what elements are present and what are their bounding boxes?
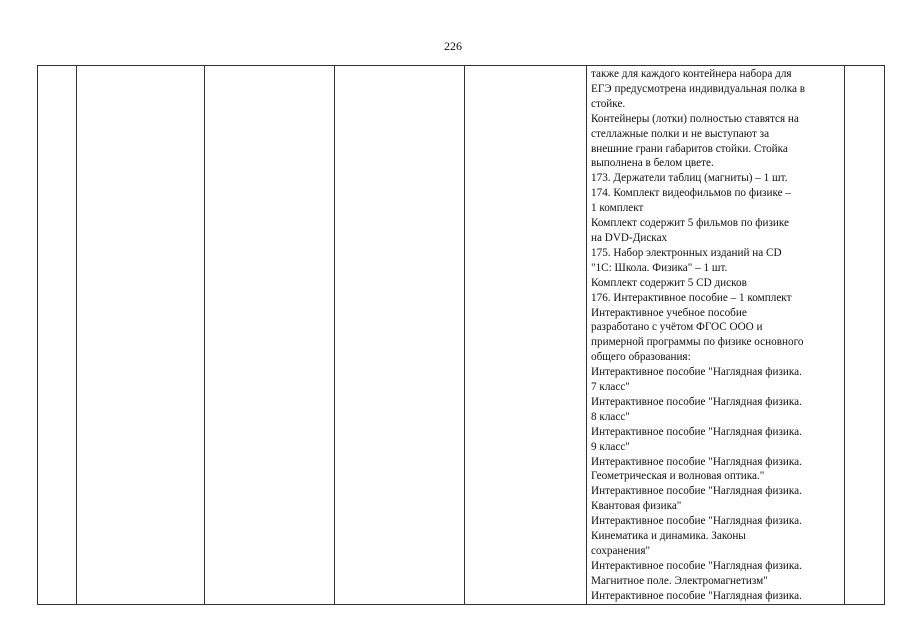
description-line: Интерактивное пособие "Наглядная физика. xyxy=(591,485,802,498)
description-line: Интерактивное пособие "Наглядная физика. xyxy=(591,366,802,379)
description-line: 1 комплект xyxy=(591,202,644,215)
description-line: "1С: Школа. Физика" – 1 шт. xyxy=(591,261,728,274)
description-line: примерной программы по физике основного xyxy=(591,336,804,349)
description-line: стеллажные полки и не выступают за xyxy=(591,127,770,140)
description-line: разработано с учётом ФГОС ООО и xyxy=(591,321,763,334)
description-line: 8 класс" xyxy=(591,410,630,423)
item-176-line: 176. Интерактивное пособие – 1 комплект xyxy=(591,291,792,304)
item-175-line: 175. Набор электронных изданий на CD xyxy=(591,246,782,259)
description-line: стойке. xyxy=(591,97,626,110)
last-column-cell xyxy=(845,66,885,605)
specification-table xyxy=(37,65,885,605)
description-line: Интерактивное пособие "Наглядная физика. xyxy=(591,589,802,602)
table-row xyxy=(38,66,885,605)
description-line: Квантовая физика" xyxy=(591,500,682,513)
description-line: 7 класс" xyxy=(591,381,630,394)
description-line: Интерактивное пособие "Наглядная физика. xyxy=(591,515,802,528)
column-4-cell xyxy=(335,66,465,605)
description-line: 9 класс" xyxy=(591,440,630,453)
description-line: Интерактивное пособие "Наглядная физика. xyxy=(591,559,802,572)
description-line: Комплект содержит 5 фильмов по физике xyxy=(591,217,789,230)
description-line: Интерактивное пособие "Наглядная физика. xyxy=(591,455,802,468)
description-line: Интерактивное пособие "Наглядная физика. xyxy=(591,395,802,408)
description-line: также для каждого контейнера набора для xyxy=(591,68,792,80)
item-174-line: 174. Комплект видеофильмов по физике – xyxy=(591,187,791,200)
column-3-cell xyxy=(205,66,335,605)
description-line: Кинематика и динамика. Законы xyxy=(591,530,746,543)
page-number: 226 xyxy=(444,39,462,53)
description-line: Интерактивное пособие "Наглядная физика. xyxy=(591,425,802,438)
description-line: ЕГЭ предусмотрена индивидуальная полка в xyxy=(591,82,806,95)
description-line: внешние грани габаритов стойки. Стойка xyxy=(591,142,788,155)
description-line: Комплект содержит 5 CD дисков xyxy=(591,276,747,289)
description-line: общего образования: xyxy=(591,351,691,364)
description-line: Геометрическая и волновая оптика." xyxy=(591,470,765,483)
description-line: Магнитное поле. Электромагнетизм" xyxy=(591,574,768,587)
description-cell xyxy=(587,66,845,605)
column-5-cell xyxy=(465,66,587,605)
description-line: выполнена в белом цвете. xyxy=(591,157,714,170)
description-line: Интерактивное учебное пособие xyxy=(591,306,747,319)
number-cell xyxy=(38,66,77,605)
item-173-line: 173. Держатели таблиц (магниты) – 1 шт. xyxy=(591,172,788,185)
name-cell xyxy=(77,66,205,605)
description-line: на DVD-Дисках xyxy=(591,231,668,244)
description-line: сохранения" xyxy=(591,545,651,557)
description-line: Контейнеры (лотки) полностью ставятся на xyxy=(591,112,799,125)
